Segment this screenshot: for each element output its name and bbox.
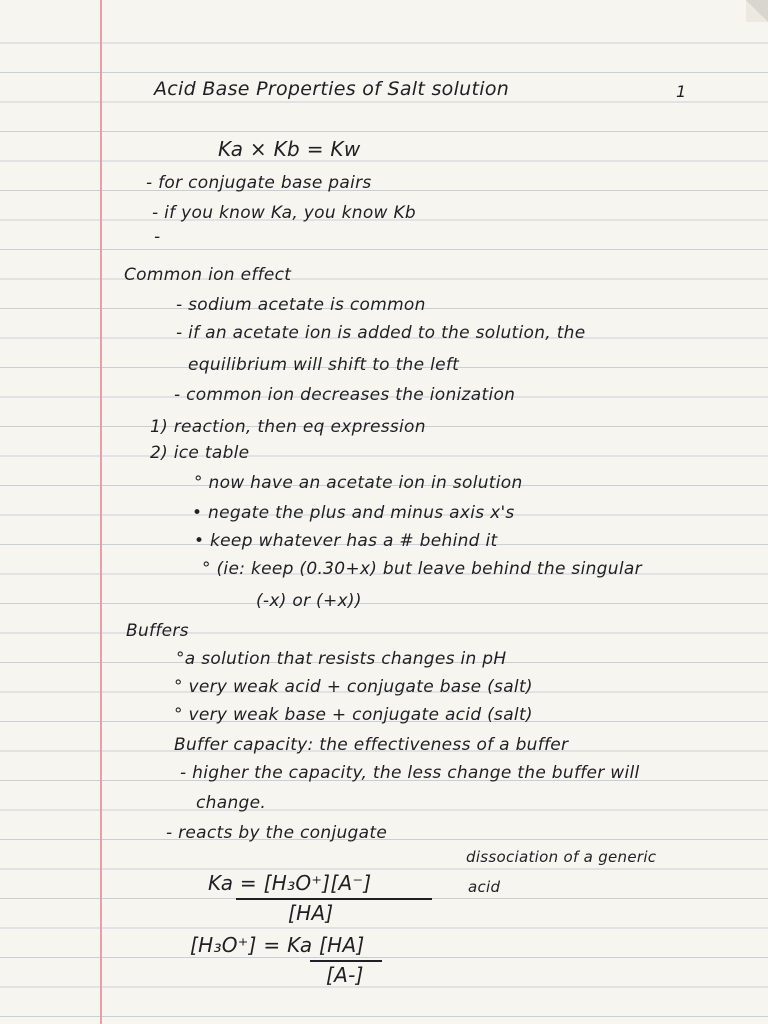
note-line-common-ion-heading: Common ion effect	[124, 265, 292, 285]
note-line-ice-now-has: ° now have an acetate ion in solution	[194, 473, 523, 493]
note-line-reacts-conjugate: - reacts by the conjugate	[166, 823, 388, 843]
note-line-buffer-capacity: Buffer capacity: the effectiveness of a buffer	[174, 735, 569, 755]
note-line-h3o-denominator: [A-]	[326, 963, 364, 987]
note-line-ice-keep: • keep whatever has a # behind it	[194, 531, 498, 551]
page-corner	[746, 0, 768, 22]
note-line-decreases-ionization: - common ion decreases the ionization	[174, 385, 516, 405]
note-line-ice-ie: ° (ie: keep (0.30+x) but leave behind the singular	[202, 559, 642, 579]
h3o-fraction-bar	[310, 960, 382, 962]
page-title: Acid Base Properties of Salt solution	[154, 78, 510, 100]
note-line-buffer-weak-base: ° very weak base + conjugate acid (salt)	[174, 705, 533, 725]
ka-fraction-bar	[236, 898, 432, 900]
note-line-blank-dash: -	[154, 227, 161, 247]
note-line-dissociation-note: dissociation of a generic	[466, 848, 657, 866]
note-line-higher-capacity-cont: change.	[196, 793, 267, 813]
note-line-acetate-added: - if an acetate ion is added to the solution, the	[176, 323, 586, 343]
note-line-dissociation-note-cont: acid	[468, 878, 501, 896]
page-number: 1	[676, 82, 687, 101]
note-line-sodium-acetate: - sodium acetate is common	[176, 295, 426, 315]
note-line-ka-numerator: Ka = [H₃O⁺][A⁻]	[208, 871, 372, 895]
note-line-ka-kb-kw: Ka × Kb = Kw	[218, 137, 361, 161]
note-line-know-ka-kb: - if you know Ka, you know Kb	[152, 203, 416, 223]
note-line-step-reaction: 1) reaction, then eq expression	[150, 417, 426, 437]
note-line-higher-capacity: - higher the capacity, the less change the buffer will	[180, 763, 640, 783]
margin-line	[100, 0, 102, 1024]
note-line-ice-ie-cont: (-x) or (+x))	[256, 591, 362, 611]
note-line-buffer-def: °a solution that resists changes in pH	[176, 649, 507, 669]
note-line-conjugate-pairs: - for conjugate base pairs	[146, 173, 372, 193]
note-line-shift-left: equilibrium will shift to the left	[188, 355, 460, 375]
note-line-ka-denominator: [HA]	[288, 901, 334, 925]
note-line-buffers-heading: Buffers	[126, 621, 189, 641]
note-line-step-ice: 2) ice table	[150, 443, 250, 463]
note-line-buffer-weak-acid: ° very weak acid + conjugate base (salt)	[174, 677, 533, 697]
note-line-h3o-equation: [H₃O⁺] = Ka [HA]	[190, 933, 365, 957]
note-line-ice-negate: • negate the plus and minus axis x's	[192, 503, 515, 523]
